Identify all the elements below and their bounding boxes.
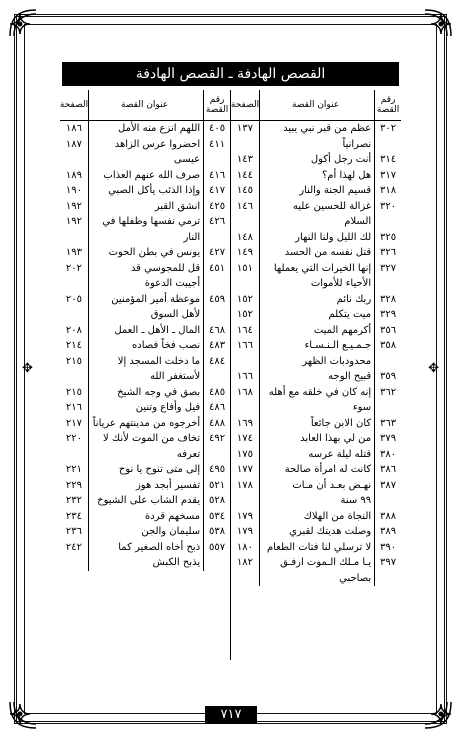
index-table-right: [231, 90, 401, 660]
corner-ornament-icon: [6, 6, 40, 40]
column-header-title: عنوان القصة: [259, 90, 374, 120]
table-row: [60, 276, 230, 292]
story-number: ٤٢٦: [203, 214, 230, 230]
table-row: [231, 478, 401, 494]
page-ref: [231, 354, 259, 370]
column-header-page: الصفحة: [59, 100, 89, 110]
page-ref: ١٦٩: [236, 417, 253, 429]
story-number: [203, 307, 230, 323]
story-title: إلى متى تنوح يا نوح: [88, 462, 203, 478]
story-title: موعظة أمير المؤمنين: [88, 292, 203, 308]
page-ref: ١٩٢: [65, 216, 82, 227]
table-row: [231, 416, 401, 432]
story-title: نصرانياً: [259, 137, 374, 153]
table-row: [231, 509, 401, 525]
story-title: اللهم انزع منه الأمل: [88, 121, 203, 137]
corner-ornament-icon: [421, 6, 455, 40]
story-title: لك الليل ولنا النهار: [259, 230, 374, 246]
story-title: فيل وأفاع وتنين: [88, 400, 203, 416]
page-ref: ٢١٥: [65, 386, 82, 398]
story-title: بصاحبي: [259, 571, 374, 587]
page-ref: ٢١٥: [65, 355, 82, 367]
story-title: عظم من قبر نبي يبيد: [259, 121, 374, 137]
table-row: [231, 369, 401, 385]
column-header-number: رقم القصة: [203, 90, 230, 120]
story-number: ٣٨٠: [374, 447, 401, 463]
page-ref: ١٥١: [236, 262, 253, 274]
table-row: [60, 400, 230, 416]
page-ref: ١٧٥: [236, 448, 253, 460]
page-ref: ١٨٧: [65, 138, 82, 150]
table-row: [60, 214, 230, 230]
story-title: تفسير أبجد هوز: [88, 478, 203, 494]
table-row: [231, 292, 401, 308]
table-row: [60, 555, 230, 571]
story-title: قل للمجوسي قد: [88, 261, 203, 277]
story-number: ٣٨٨: [374, 509, 401, 525]
story-title: لأستغفر الله: [88, 369, 203, 385]
story-number: [374, 276, 401, 292]
page-ref: ١٦٤: [236, 324, 253, 336]
table-row: [60, 338, 230, 354]
story-number: ٣١٤: [374, 152, 401, 168]
story-number: ٥٢١: [203, 478, 230, 494]
story-title: كانت له امرأة صالحة: [259, 462, 374, 478]
story-title: المال ـ الأهل ـ العمل: [88, 323, 203, 339]
table-row: [60, 416, 230, 432]
story-number: ٣٧٩: [374, 431, 401, 447]
table-row: [231, 121, 401, 137]
corner-ornament-icon: [6, 698, 40, 732]
story-number: [203, 276, 230, 292]
column-header-number: رقم القصة: [374, 90, 401, 120]
table-header: [60, 90, 230, 121]
table-row: [60, 199, 230, 215]
table-row: [231, 462, 401, 478]
story-number: [374, 137, 401, 153]
page-ref: ١٩٢: [65, 200, 82, 212]
table-row: [60, 462, 230, 478]
story-title: عيسى: [88, 152, 203, 168]
table-row: [231, 431, 401, 447]
table-row: [231, 540, 401, 556]
story-number: [203, 230, 230, 246]
story-title: يذبح الكبش: [88, 555, 203, 571]
page-ref: ٢١٤: [65, 340, 82, 351]
story-title: ميت يتكلم: [259, 307, 374, 323]
story-title: لأهل السوق: [88, 307, 203, 323]
table-row: [231, 400, 401, 416]
page-ref: [231, 276, 259, 292]
page-ref: [60, 307, 88, 323]
story-title: أكرمهم الميت: [259, 323, 374, 339]
story-number: ٣٢٦: [374, 245, 401, 261]
story-number: ٣٦٢: [374, 385, 401, 401]
page-ref: ١٧٨: [236, 479, 253, 491]
table-row: [231, 152, 401, 168]
page-title: القصص الهادفة ـ القصص الهادفة: [62, 62, 399, 86]
story-number: ٤١٧: [203, 183, 230, 199]
page-ref: ١٦٦: [236, 340, 253, 351]
page-ref: ١٦٨: [236, 386, 253, 398]
story-number: ٤٠٥: [203, 121, 230, 137]
table-row: [60, 245, 230, 261]
table-row: [231, 137, 401, 153]
table-row: [231, 276, 401, 292]
table-row: [231, 323, 401, 339]
page-ref: ٢٢٩: [65, 479, 82, 491]
corner-ornament-icon: [421, 698, 455, 732]
table-row: [231, 354, 401, 370]
page-ref: [60, 447, 88, 463]
story-title: احضروا عرس الزاهد: [88, 137, 203, 153]
story-number: ٤٨٤: [203, 354, 230, 370]
story-number: ٥٥٧: [203, 540, 230, 556]
story-title: وصلت هديتك لقبري: [259, 524, 374, 540]
table-row: [231, 214, 401, 230]
page-ref: ١٧٩: [236, 526, 253, 537]
story-title: مسخهم قردة: [88, 509, 203, 525]
story-number: ٣٢٥: [374, 230, 401, 246]
page-number: ٧١٧: [205, 706, 257, 724]
story-title: السلام: [259, 214, 374, 230]
story-title: النار: [88, 230, 203, 246]
story-title: قبيح الوجه: [259, 369, 374, 385]
table-row: [231, 447, 401, 463]
page-ref: ٢٠٨: [65, 324, 82, 336]
page-ref: ١٨٢: [236, 557, 253, 568]
story-number: ٣٩٧: [374, 555, 401, 571]
side-ornament-icon: ✥: [428, 361, 439, 376]
page-ref: ١٣٧: [236, 123, 253, 134]
story-title: غزالة للحسين عليه: [259, 199, 374, 215]
page-ref: ٢١٦: [65, 402, 82, 413]
story-title: لا ترسلي لنا فتات الطعام: [259, 540, 374, 556]
table-row: [231, 261, 401, 277]
story-number: ٤١٦: [203, 168, 230, 184]
story-number: ٣٥٩: [374, 369, 401, 385]
story-number: ٤٢٥: [203, 199, 230, 215]
story-number: ٣٢٧: [374, 261, 401, 277]
story-number: ٣٢٠: [374, 199, 401, 215]
story-number: ٤١١: [203, 137, 230, 153]
story-title: الأحياء للأموات: [259, 276, 374, 292]
table-row: [60, 307, 230, 323]
page-ref: [231, 137, 259, 153]
page-ref: ١٨٦: [65, 123, 82, 134]
story-title: يقدم الشاب على الشيوخ: [88, 493, 203, 509]
story-number: ٣٨٩: [374, 524, 401, 540]
side-ornament-icon: ✥: [22, 361, 33, 376]
page-ref: ١٦٦: [236, 371, 253, 382]
table-row: [231, 168, 401, 184]
table-row: [231, 245, 401, 261]
story-number: ٥٢٨: [203, 493, 230, 509]
table-row: [231, 493, 401, 509]
page-ref: [60, 555, 88, 571]
story-title: ٩٩ سنة: [259, 493, 374, 509]
story-number: ٣٥٨: [374, 338, 401, 354]
story-number: ٤٨٥: [203, 385, 230, 401]
table-row: [231, 571, 401, 587]
story-title: ترمي نفسها وطفلها في: [88, 214, 203, 230]
page-ref: ١٥٢: [236, 309, 253, 320]
page-ref: ٢٣٤: [65, 510, 82, 522]
story-title: سوء: [259, 400, 374, 416]
table-row: [60, 431, 230, 447]
story-number: ٣٦٣: [374, 416, 401, 432]
table-row: [231, 555, 401, 571]
page-ref: ١٧٧: [236, 464, 253, 475]
story-number: [374, 354, 401, 370]
story-number: [374, 571, 401, 587]
story-number: ٣١٧: [374, 168, 401, 184]
table-row: [60, 509, 230, 525]
story-title: محدودبات الظهر: [259, 354, 374, 370]
table-row: [60, 261, 230, 277]
story-title: جـمـيـع الـنـسـاء: [259, 338, 374, 354]
story-title: إنها الخيرات التي يعملها: [259, 261, 374, 277]
page-ref: ١٨٩: [65, 169, 82, 181]
page-ref: ١٨٠: [236, 541, 253, 553]
page-ref: ١٧٩: [236, 510, 253, 522]
table-row: [231, 524, 401, 540]
page-ref: ١٤٦: [236, 200, 253, 212]
column-header-page: الصفحة: [230, 100, 260, 110]
story-number: ٣٨٧: [374, 478, 401, 494]
story-title: أخرجوه من مدينتهم عرياناً: [88, 416, 203, 432]
story-title: إنه كان في خلقه مع أهله: [259, 385, 374, 401]
page-ref: ٢١٧: [65, 417, 82, 429]
story-number: ٣١٨: [374, 183, 401, 199]
story-number: [203, 369, 230, 385]
story-title: النجاة من الهلاك: [259, 509, 374, 525]
story-number: ٤٥٩: [203, 292, 230, 308]
story-number: ٣٢٩: [374, 307, 401, 323]
story-number: ٤٨٨: [203, 416, 230, 432]
table-row: [60, 524, 230, 540]
story-number: [203, 152, 230, 168]
table-row: [60, 183, 230, 199]
table-row: [60, 292, 230, 308]
story-number: ٣٠٢: [374, 121, 401, 137]
story-title: صرف الله عنهم العذاب: [88, 168, 203, 184]
page-ref: ١٧٤: [236, 433, 253, 444]
story-title: نصب فخاً فصاده: [88, 338, 203, 354]
story-number: ٣٩٠: [374, 540, 401, 556]
story-title: وإذا الذئب يأكل الصبي: [88, 183, 203, 199]
table-row: [231, 199, 401, 215]
page-ref: ١٩٣: [65, 247, 82, 258]
table-row: [60, 354, 230, 370]
story-number: ٤٦٨: [203, 323, 230, 339]
page-ref: [60, 276, 88, 292]
story-number: ٥٣٤: [203, 509, 230, 525]
story-number: ٤٩٢: [203, 431, 230, 447]
story-number: ٤٩٥: [203, 462, 230, 478]
page-ref: [231, 214, 259, 230]
story-title: أجيبت الدعوة: [88, 276, 203, 292]
page-ref: ١٤٩: [236, 247, 253, 258]
table-row: [60, 168, 230, 184]
table-row: [231, 183, 401, 199]
story-number: [203, 447, 230, 463]
table-row: [60, 540, 230, 556]
story-title: سليمان والجن: [88, 524, 203, 540]
story-title: يونس في بطن الحوت: [88, 245, 203, 261]
story-title: أنت رجل أكول: [259, 152, 374, 168]
page-ref: ٢٤٢: [65, 541, 82, 553]
table-row: [60, 137, 230, 153]
story-title: نهـض بعـد أن مـات: [259, 478, 374, 494]
story-title: يـا مـلك الـموت ارفـق: [259, 555, 374, 571]
table-row: [60, 385, 230, 401]
table-row: [60, 230, 230, 246]
story-title: تعرفه: [88, 447, 203, 463]
page-ref: ١٤٣: [236, 154, 253, 165]
story-number: ٣٢٨: [374, 292, 401, 308]
table-row: [60, 323, 230, 339]
story-number: [374, 493, 401, 509]
story-title: قتله ليلة عرسه: [259, 447, 374, 463]
page-ref: ٢٣٢: [65, 495, 82, 506]
story-number: ٣٨٦: [374, 462, 401, 478]
table-row: [231, 230, 401, 246]
story-number: ٣٥٦: [374, 323, 401, 339]
story-title: بصق في وجه الشيخ: [88, 385, 203, 401]
story-number: ٤٢٧: [203, 245, 230, 261]
page-ref: ١٤٥: [236, 185, 253, 196]
story-number: ٤٨٦: [203, 400, 230, 416]
story-number: [374, 214, 401, 230]
page-ref: ٢٠٥: [65, 293, 82, 305]
page-ref: ٢٠٢: [65, 262, 82, 274]
table-row: [60, 478, 230, 494]
index-tables: [60, 90, 401, 660]
story-title: قتل نفسه من الحسد: [259, 245, 374, 261]
page-ref: ١٩٠: [65, 185, 82, 196]
table-row: [231, 338, 401, 354]
page-ref: ١٤٨: [236, 231, 253, 243]
page-ref: ١٥٢: [236, 293, 253, 305]
page-ref: [60, 152, 88, 168]
story-number: [374, 400, 401, 416]
story-title: تخاف من الموت لأنك لا: [88, 431, 203, 447]
story-title: ربك نائم: [259, 292, 374, 308]
story-title: من لي بهذا العابد: [259, 431, 374, 447]
column-header-title: عنوان القصة: [88, 90, 203, 120]
table-row: [60, 152, 230, 168]
table-row: [231, 307, 401, 323]
story-title: انشق القبر: [88, 199, 203, 215]
page-ref: [231, 571, 259, 587]
table-row: [60, 447, 230, 463]
table-row: [60, 121, 230, 137]
page-ref: [231, 493, 259, 509]
story-number: ٤٥١: [203, 261, 230, 277]
index-table-left: [60, 90, 230, 660]
story-number: ٤٨٣: [203, 338, 230, 354]
page-ref: ٢٣٦: [65, 526, 82, 537]
column-divider: [230, 90, 231, 660]
story-number: ٥٣٨: [203, 524, 230, 540]
page-ref: [60, 369, 88, 385]
table-row: [231, 385, 401, 401]
page-ref: ٢٢١: [65, 464, 82, 475]
page-ref: [231, 400, 259, 416]
story-title: ذبح أخاه الصغير كما: [88, 540, 203, 556]
page-ref: [60, 230, 88, 246]
table-row: [60, 369, 230, 385]
table-row: [60, 493, 230, 509]
story-number: [203, 555, 230, 571]
story-title: قسيم الجنة والنار: [259, 183, 374, 199]
page-ref: ١٤٤: [236, 169, 253, 181]
page-ref: ٢٢٠: [65, 433, 82, 444]
story-title: كان الابن جائعاً: [259, 416, 374, 432]
table-header: [231, 90, 401, 121]
story-title: هل لهذا أم؟: [259, 168, 374, 184]
story-title: ما دخلت المسجد إلا: [88, 354, 203, 370]
